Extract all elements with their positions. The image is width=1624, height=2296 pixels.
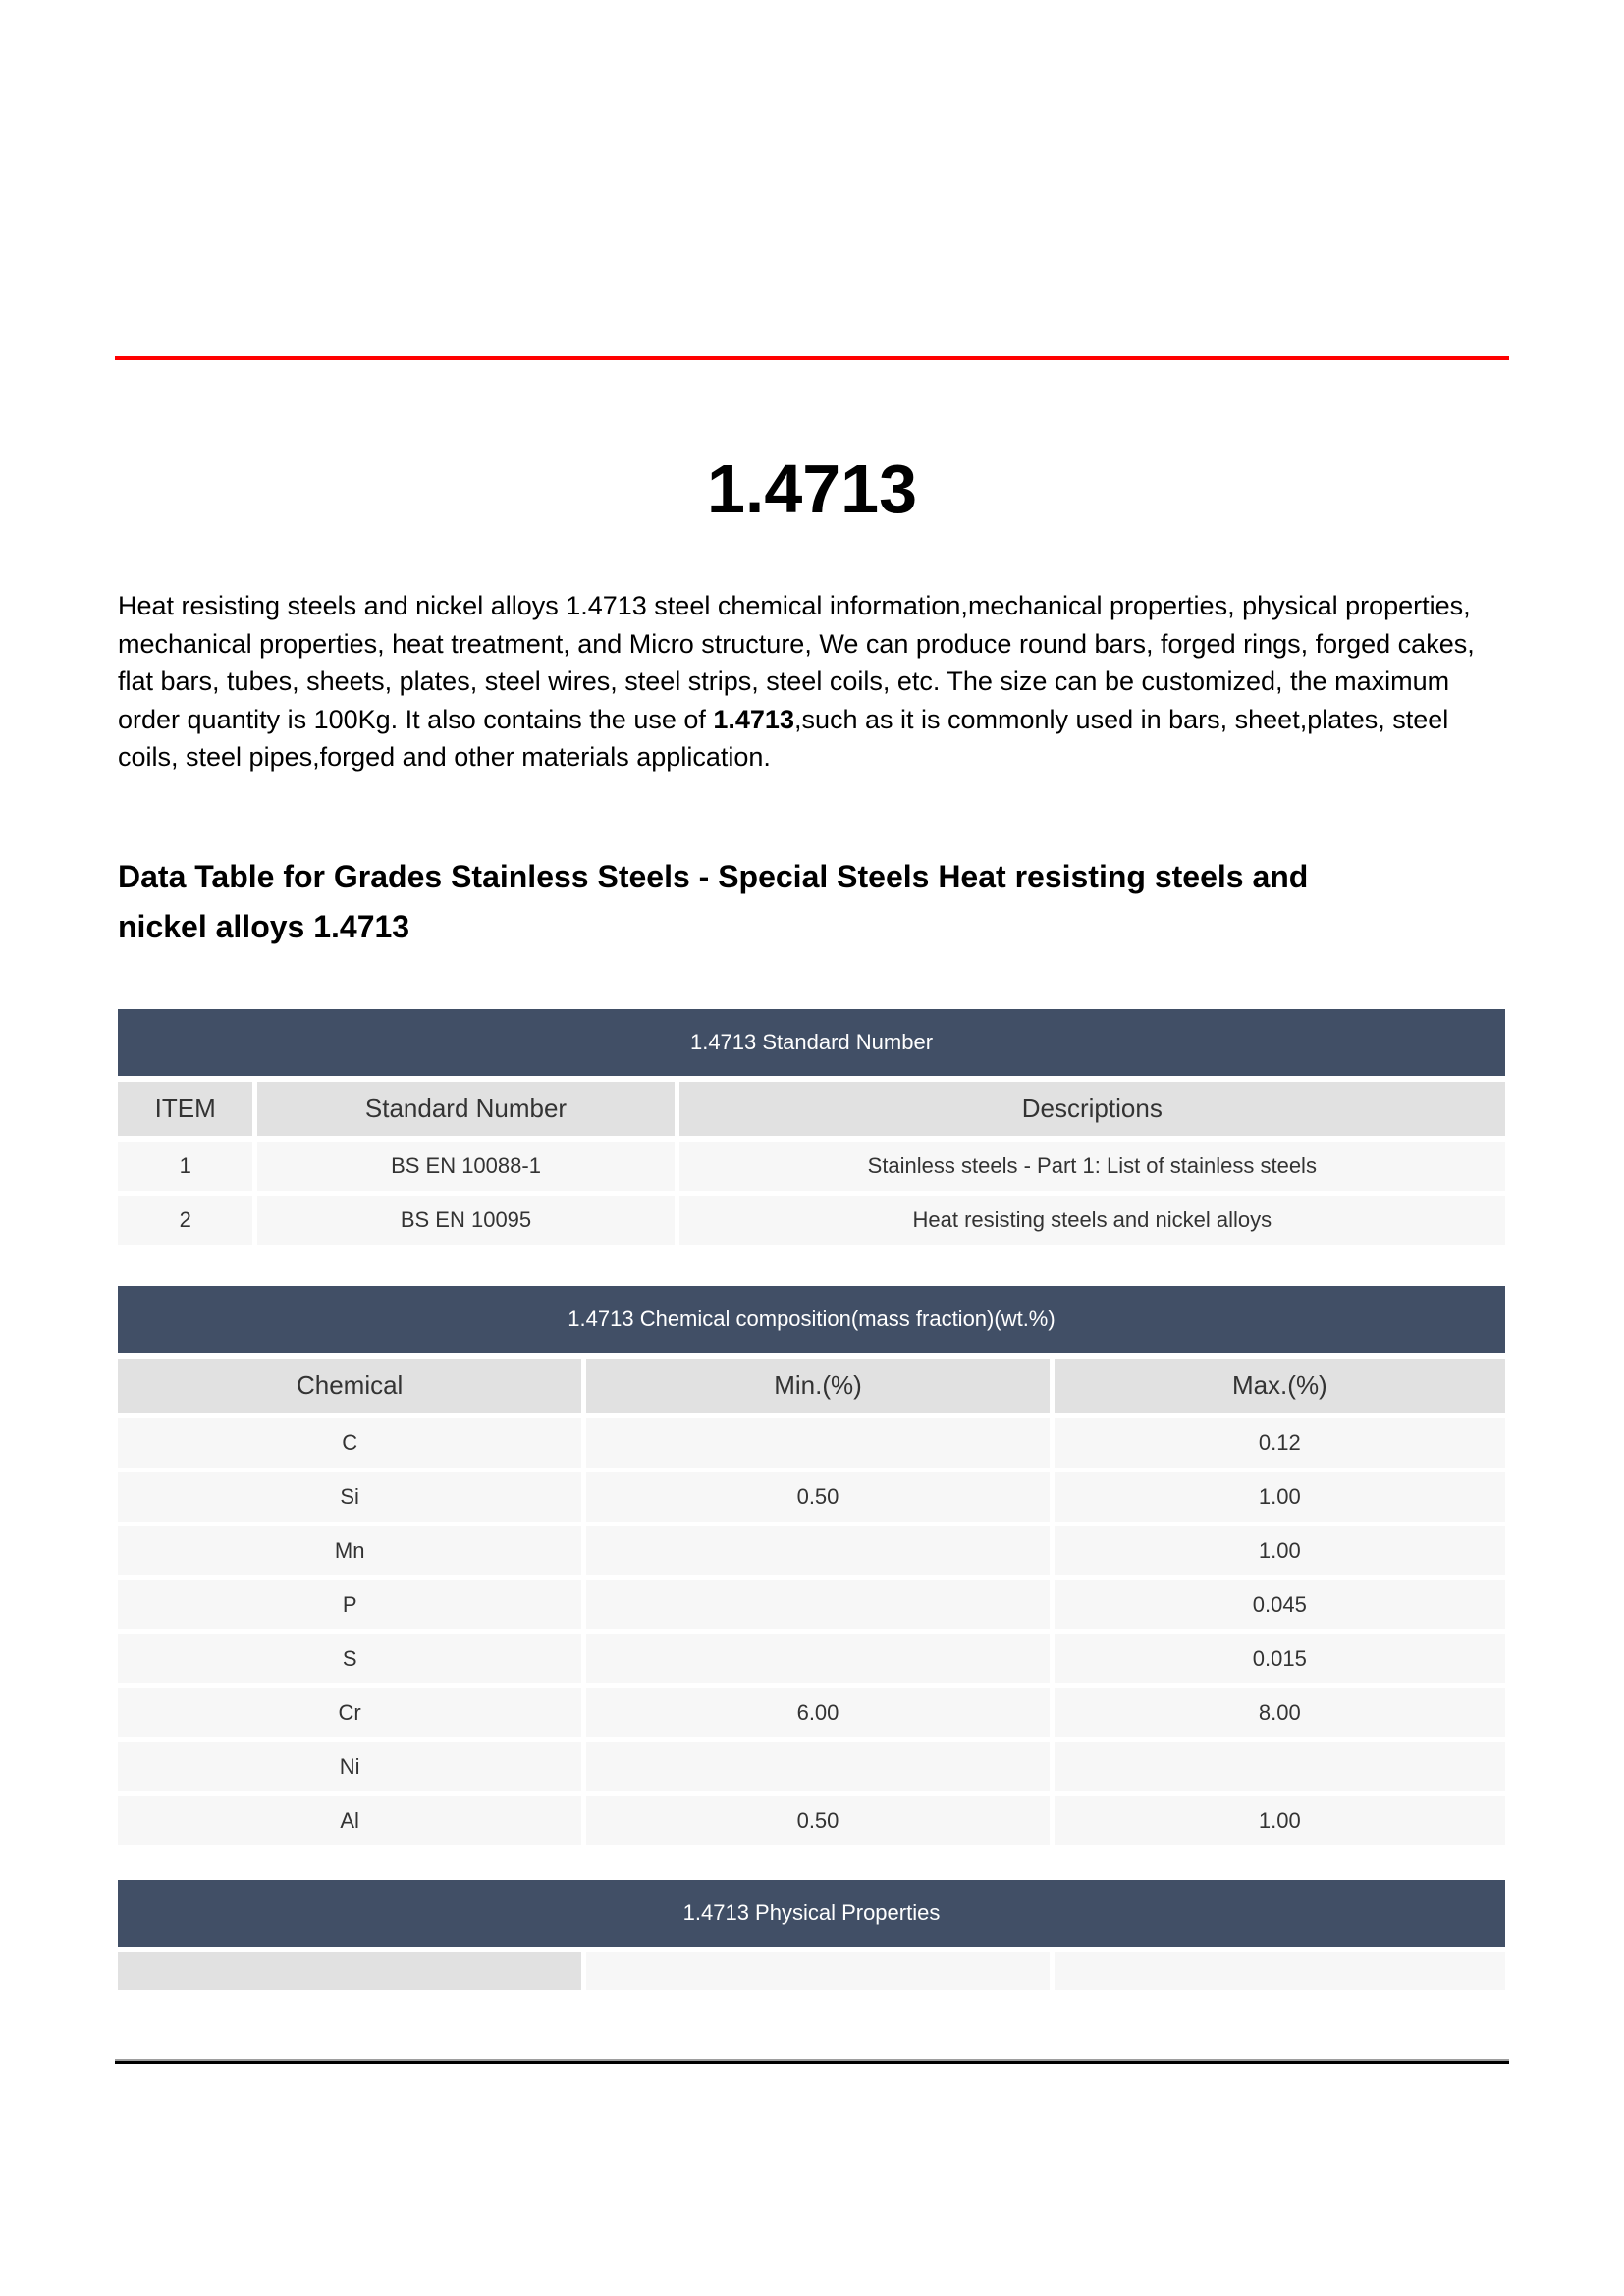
table-row: [118, 1196, 1505, 1245]
table-row: [118, 1526, 1505, 1575]
intro-text-end: ,such as it is commonly used in bars, sheet,plates, steel coils, steel pipes,forged and other materials application.: [118, 704, 1449, 772]
table-cell: S: [118, 1634, 581, 1683]
column-header: Descriptions: [679, 1082, 1505, 1136]
table-cell: [586, 1418, 1049, 1468]
table-row: [118, 1418, 1505, 1468]
table-cell: BS EN 10095: [257, 1196, 674, 1245]
table-cell: 0.015: [1055, 1634, 1505, 1683]
table-cell: 1.00: [1055, 1796, 1505, 1845]
table-cell: Heat resisting steels and nickel alloys: [679, 1196, 1505, 1245]
intro-grade-bold: 1.4713: [713, 704, 794, 734]
table-row: [118, 1952, 1505, 1990]
table-cell: 0.12: [1055, 1418, 1505, 1468]
table-cell: 2: [118, 1196, 252, 1245]
physical-properties-table: [118, 1880, 1505, 1995]
table-cell: 8.00: [1055, 1688, 1505, 1737]
table-cell: Stainless steels - Part 1: List of stainless steels: [679, 1142, 1505, 1191]
table-cell: 0.045: [1055, 1580, 1505, 1629]
column-header: Chemical: [118, 1359, 581, 1413]
table-cell: [1055, 1742, 1505, 1791]
page-title: 1.4713: [706, 451, 918, 527]
table-cell: 1: [118, 1142, 252, 1191]
table-cell: C: [118, 1418, 581, 1468]
table-row: [118, 1472, 1505, 1522]
table-cell: Ni: [118, 1742, 581, 1791]
table-cell: [586, 1742, 1049, 1791]
chemical-composition-table: [118, 1286, 1505, 1850]
table-cell: 6.00: [586, 1688, 1049, 1737]
table-caption: 1.4713 Standard Number: [118, 1009, 1505, 1076]
table-row: [118, 1580, 1505, 1629]
table-cell: BS EN 10088-1: [257, 1142, 674, 1191]
intro-paragraph: [118, 587, 1516, 776]
column-header: Max.(%): [1055, 1359, 1505, 1413]
table-cell: Mn: [118, 1526, 581, 1575]
table-cell: 1.00: [1055, 1526, 1505, 1575]
column-header: ITEM: [118, 1082, 252, 1136]
table-cell: Al: [118, 1796, 581, 1845]
table-cell: 0.50: [586, 1796, 1049, 1845]
table-cell: [586, 1580, 1049, 1629]
table-caption: 1.4713 Physical Properties: [118, 1880, 1505, 1947]
top-rule: [115, 356, 1509, 360]
column-header: Min.(%): [586, 1359, 1049, 1413]
table-row: [118, 1142, 1505, 1191]
table-cell: Si: [118, 1472, 581, 1522]
table-cell: Cr: [118, 1688, 581, 1737]
table-cell: 0.50: [586, 1472, 1049, 1522]
table-row: [118, 1688, 1505, 1737]
table-cell: [1055, 1952, 1505, 1990]
table-row: [118, 1634, 1505, 1683]
section-heading: Data Table for Grades Stainless Steels - Special Steels Heat resisting steels and nickel alloys 1.4713: [118, 859, 1309, 944]
table-row: [118, 1742, 1505, 1791]
table-cell: [586, 1952, 1049, 1990]
table-cell: [586, 1526, 1049, 1575]
table-cell: P: [118, 1580, 581, 1629]
bottom-rule: [115, 2059, 1509, 2064]
table-cell: [118, 1952, 581, 1990]
table-cell: [586, 1634, 1049, 1683]
table-caption: 1.4713 Chemical composition(mass fraction)(wt.%): [118, 1286, 1505, 1353]
standard-number-table: [118, 1009, 1505, 1250]
table-header-row: [118, 1082, 1505, 1136]
table-header-row: [118, 1359, 1505, 1413]
table-row: [118, 1796, 1505, 1845]
intro-text-start: Heat resisting steels and nickel alloys 1.4713 steel chemical information,mechanical properties, physical properties, mechanical properties, heat treatment, and Micro structure, We can produce round bars, forged rings, forged cakes, flat bars, tubes, sheets, plates, steel wires, steel strips, steel coils, etc. The size can be customized, the maximum order quantity is 100Kg. It also contains the use of: [118, 591, 1475, 734]
column-header: Standard Number: [257, 1082, 674, 1136]
table-cell: 1.00: [1055, 1472, 1505, 1522]
